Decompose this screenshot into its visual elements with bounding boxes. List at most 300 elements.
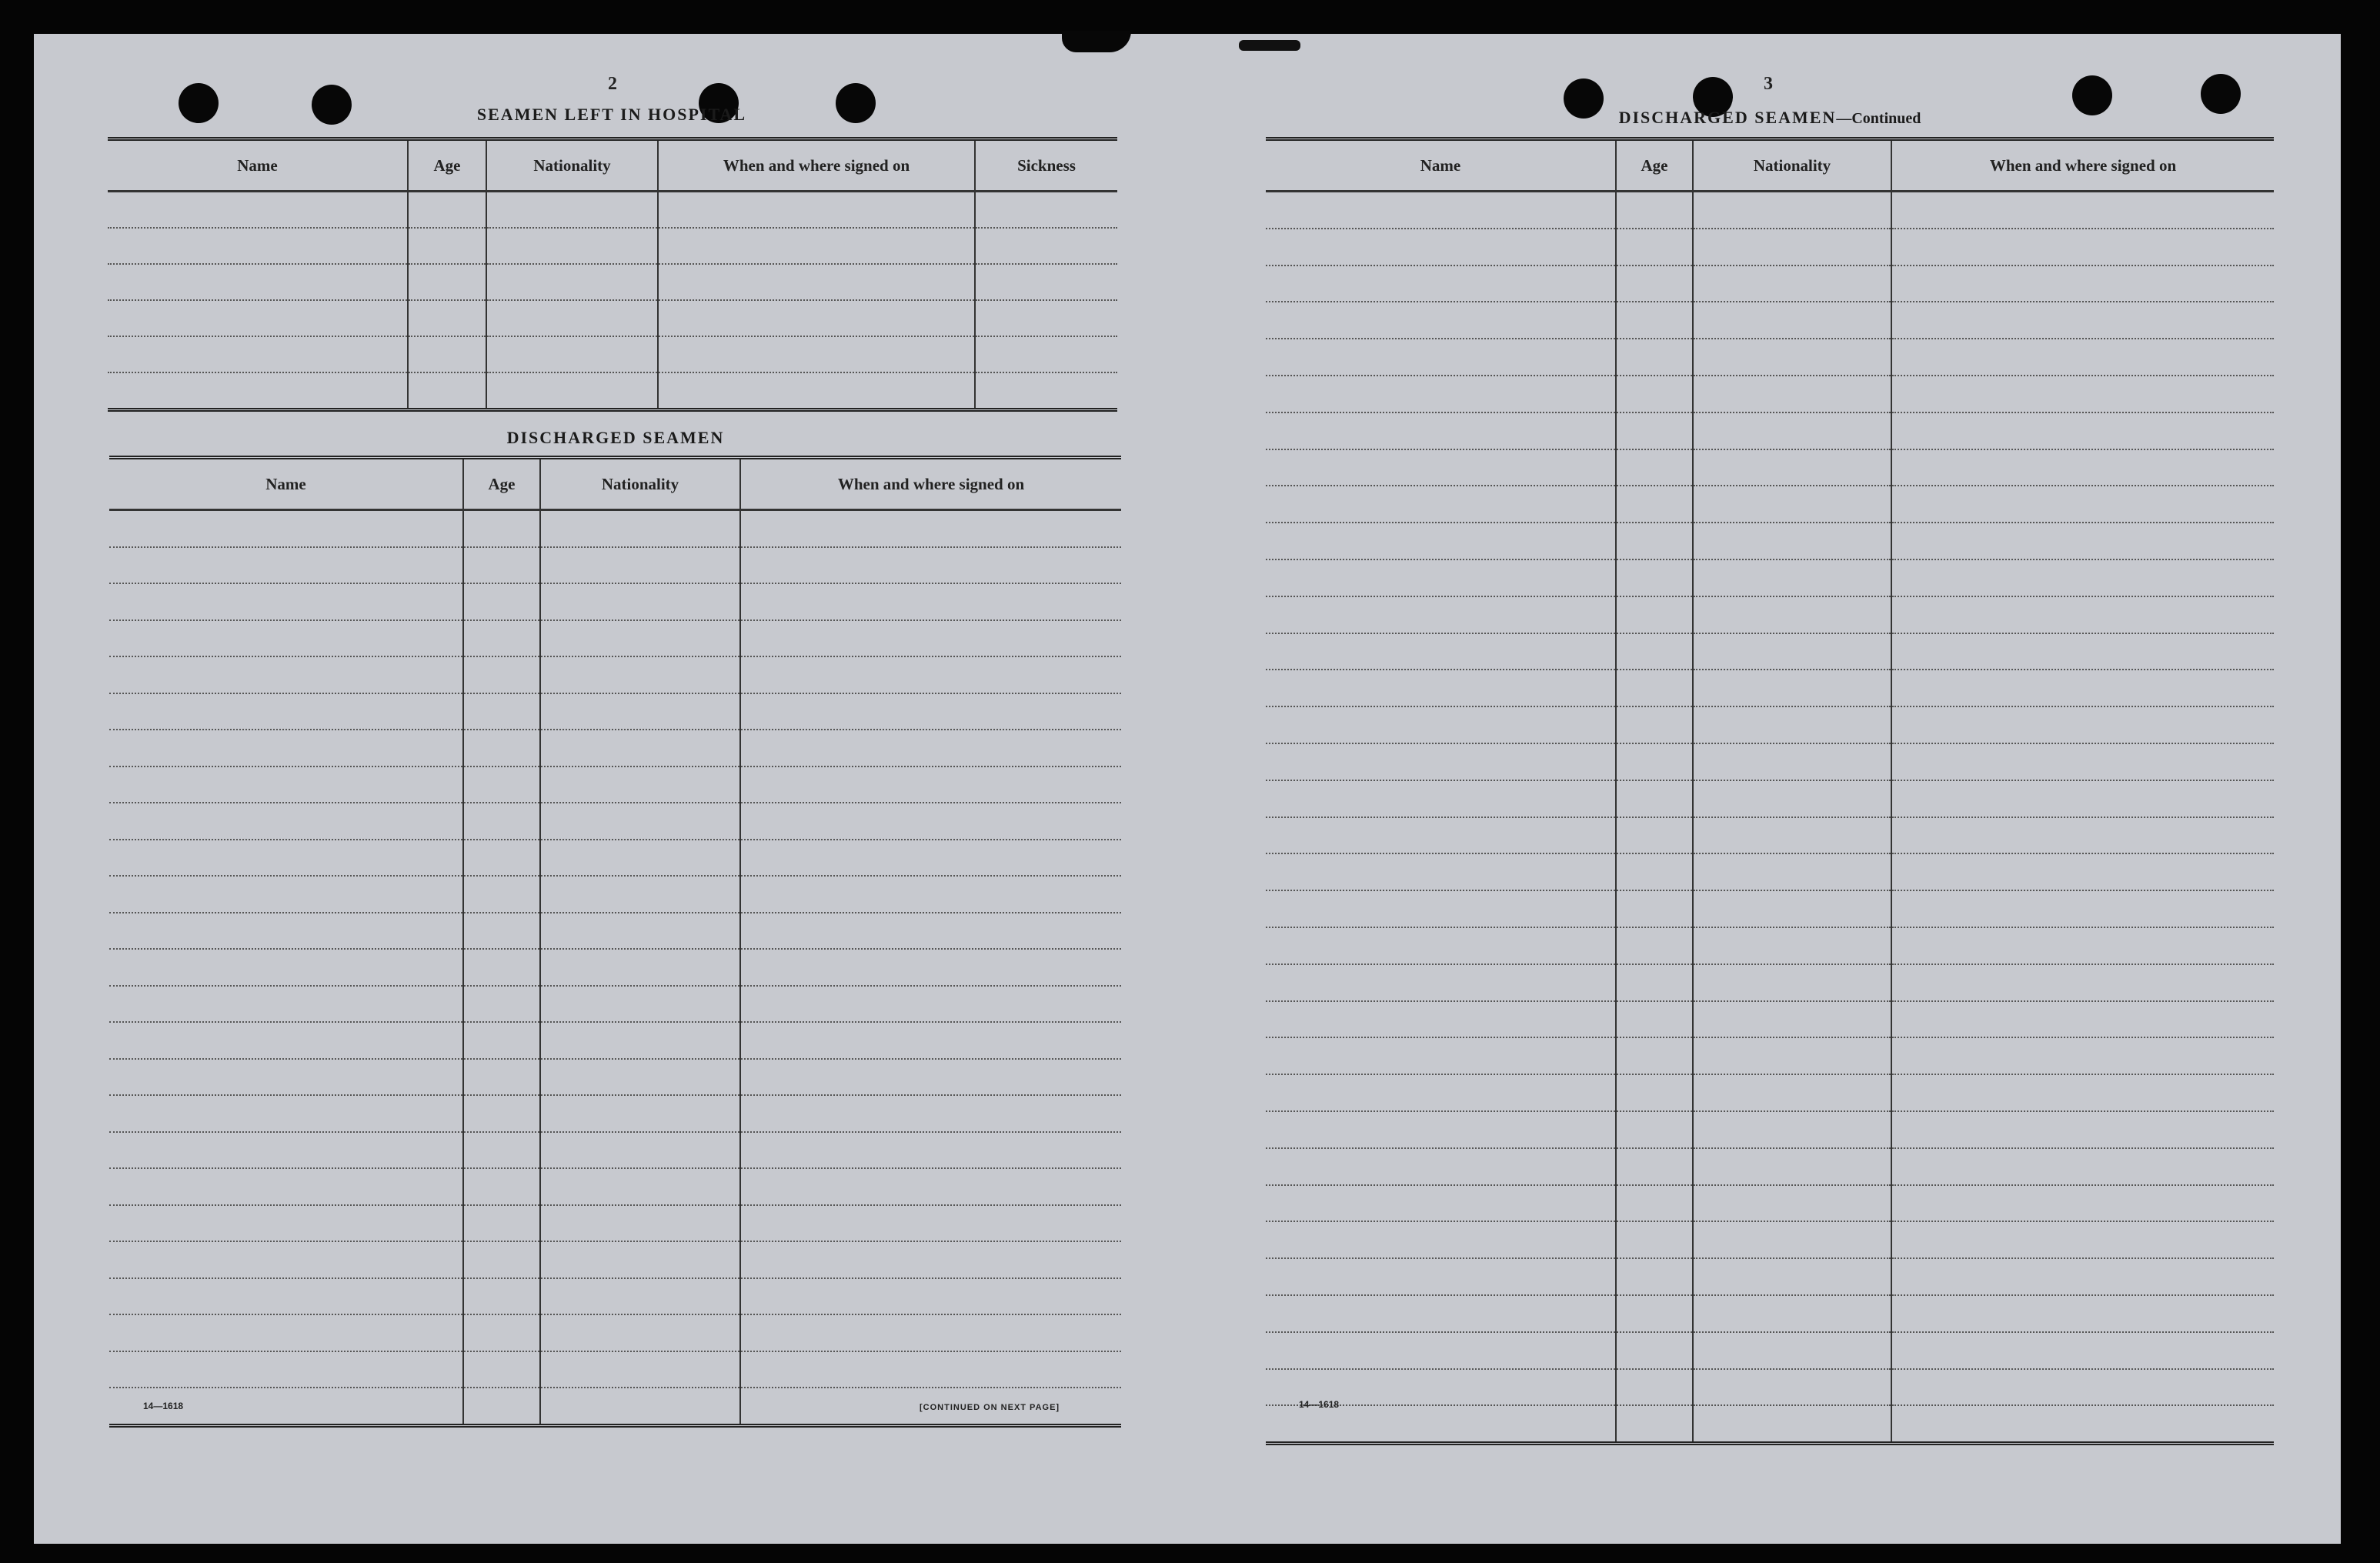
blank-cell [1693,302,1891,339]
blank-cell [740,913,1121,950]
blank-cell [1693,229,1891,266]
blank-cell [658,228,975,264]
table-row [108,192,1117,229]
blank-cell [1891,633,2274,670]
table-row [1266,1332,2274,1369]
blank-cell [1891,523,2274,559]
blank-cell [1891,1405,2274,1443]
blank-cell [486,192,658,229]
blank-cell [1616,633,1693,670]
blank-cell [109,583,463,620]
table-row [1266,890,2274,927]
blank-cell [740,949,1121,986]
form-code: 14—1618 [143,1401,184,1411]
blank-cell [109,1205,463,1242]
section-title-main: DISCHARGED SEAMEN [1618,108,1837,127]
table-row [1266,1111,2274,1148]
discharged-table-body [109,510,1121,1426]
table-row [1266,596,2274,633]
blank-cell [1266,927,1616,964]
blank-cell [540,1022,740,1059]
blank-cell [1891,192,2274,229]
blank-cell [1616,1111,1693,1148]
blank-cell [108,192,408,229]
page-number: 3 [1764,74,1773,94]
blank-cell [463,803,540,840]
blank-cell [1266,1001,1616,1038]
blank-cell [1266,670,1616,706]
table-row [1266,1295,2274,1332]
blank-cell [1693,412,1891,449]
blank-cell [1266,229,1616,266]
blank-cell [1266,1037,1616,1074]
blank-cell [1616,1221,1693,1258]
blank-cell [1891,559,2274,596]
table-row [109,1314,1121,1351]
blank-cell [1891,1111,2274,1148]
blank-cell [1891,1148,2274,1185]
blank-cell [740,1205,1121,1242]
blank-cell [1693,596,1891,633]
hospital-table-body [108,192,1117,410]
column-header-name: Name [108,139,408,192]
blank-cell [1693,780,1891,817]
blank-cell [1693,817,1891,854]
blank-cell [1616,743,1693,780]
blank-cell [463,620,540,657]
blank-cell [1693,964,1891,1001]
blank-cell [109,1059,463,1096]
torn-edge-mark [1062,31,1131,52]
blank-cell [1693,890,1891,927]
blank-cell [1891,1369,2274,1406]
blank-cell [1616,706,1693,743]
punch-hole [179,83,219,123]
blank-cell [1693,853,1891,890]
blank-cell [1891,1295,2274,1332]
blank-cell [1693,1295,1891,1332]
blank-cell [740,1241,1121,1278]
blank-cell [1891,1001,2274,1038]
blank-cell [1616,890,1693,927]
blank-cell [540,913,740,950]
blank-cell [109,986,463,1023]
blank-cell [1616,817,1693,854]
section-title-discharged: DISCHARGED SEAMEN [506,428,725,447]
blank-cell [408,300,486,336]
blank-cell [1693,339,1891,376]
table-row [109,986,1121,1023]
blank-cell [740,510,1121,547]
blank-cell [109,949,463,986]
punch-hole [1564,78,1604,119]
blank-cell [740,620,1121,657]
blank-cell [486,264,658,300]
column-header-age: Age [1616,139,1693,192]
blank-cell [108,336,408,372]
table-row [108,264,1117,300]
blank-cell [540,730,740,766]
blank-cell [740,1314,1121,1351]
table-row [1266,817,2274,854]
blank-cell [658,192,975,229]
blank-cell [109,693,463,730]
blank-cell [463,1314,540,1351]
blank-cell [1891,1332,2274,1369]
blank-cell [1266,1185,1616,1222]
discharged-continued-table-body [1266,192,2274,1444]
blank-cell [1266,706,1616,743]
table-row [109,766,1121,803]
blank-cell [463,913,540,950]
blank-cell [658,264,975,300]
blank-cell [540,693,740,730]
blank-cell [1891,229,2274,266]
table-row [1266,670,2274,706]
blank-cell [658,372,975,410]
blank-cell [463,1095,540,1132]
blank-cell [540,1059,740,1096]
blank-cell [1266,780,1616,817]
blank-cell [1266,743,1616,780]
blank-cell [1266,339,1616,376]
blank-cell [1616,192,1693,229]
blank-cell [1891,449,2274,486]
table-row [109,1132,1121,1169]
blank-cell [486,372,658,410]
table-row [1266,486,2274,523]
blank-cell [1693,486,1891,523]
blank-cell [1266,559,1616,596]
blank-cell [975,192,1117,229]
blank-cell [463,693,540,730]
blank-cell [108,372,408,410]
continued-note: [CONTINUED ON NEXT PAGE] [920,1403,1060,1412]
blank-cell [540,656,740,693]
blank-cell [463,1132,540,1169]
blank-cell [463,766,540,803]
blank-cell [463,1351,540,1388]
blank-cell [740,583,1121,620]
blank-cell [109,730,463,766]
table-row [108,336,1117,372]
blank-cell [1693,1148,1891,1185]
blank-cell [486,336,658,372]
column-header-nationality: Nationality [486,139,658,192]
blank-cell [109,620,463,657]
blank-cell [1266,817,1616,854]
blank-cell [740,766,1121,803]
blank-cell [408,372,486,410]
blank-cell [463,1168,540,1205]
blank-cell [463,986,540,1023]
blank-cell [1693,559,1891,596]
blank-cell [109,1314,463,1351]
blank-cell [540,766,740,803]
table-row [1266,229,2274,266]
blank-cell [540,1132,740,1169]
table-row [109,913,1121,950]
blank-cell [408,264,486,300]
blank-cell [1266,1405,1616,1443]
blank-cell [1616,559,1693,596]
blank-cell [108,264,408,300]
blank-cell [1616,780,1693,817]
blank-cell [1891,596,2274,633]
table-row [1266,706,2274,743]
blank-cell [1616,1074,1693,1111]
blank-cell [109,656,463,693]
blank-cell [540,876,740,913]
table-row [1266,266,2274,302]
blank-cell [740,656,1121,693]
blank-cell [740,876,1121,913]
table-row [108,228,1117,264]
blank-cell [408,228,486,264]
blank-cell [463,1059,540,1096]
blank-cell [1616,1295,1693,1332]
blank-cell [1891,890,2274,927]
column-header-signed-on: When and where signed on [658,139,975,192]
blank-cell [540,547,740,584]
blank-cell [1616,1405,1693,1443]
blank-cell [109,876,463,913]
table-row [1266,559,2274,596]
blank-cell [1616,596,1693,633]
column-header-signed-on: When and where signed on [740,458,1121,510]
blank-cell [1693,1405,1891,1443]
table-row [1266,339,2274,376]
blank-cell [109,1095,463,1132]
table-row [1266,192,2274,229]
blank-cell [1266,596,1616,633]
blank-cell [1266,302,1616,339]
table-row [109,1095,1121,1132]
blank-cell [109,547,463,584]
blank-cell [1891,486,2274,523]
discharged-table [109,456,1121,1428]
section-title-hospital: SEAMEN LEFT IN HOSPITAL [476,105,747,124]
blank-cell [740,1022,1121,1059]
blank-cell [463,1278,540,1315]
column-header-age: Age [408,139,486,192]
blank-cell [463,583,540,620]
blank-cell [1891,817,2274,854]
blank-cell [1616,449,1693,486]
table-row [1266,1001,2274,1038]
column-header-nationality: Nationality [540,458,740,510]
table-row [1266,633,2274,670]
blank-cell [1891,1221,2274,1258]
blank-cell [1891,1258,2274,1295]
blank-cell [1693,1258,1891,1295]
blank-cell [1266,376,1616,412]
form-code: 14—1618 [1299,1399,1340,1410]
blank-cell [1891,266,2274,302]
blank-cell [1616,412,1693,449]
table-row [1266,449,2274,486]
blank-cell [109,1241,463,1278]
table-row [1266,853,2274,890]
blank-cell [1266,1148,1616,1185]
blank-cell [109,1168,463,1205]
blank-cell [740,547,1121,584]
blank-cell [1693,927,1891,964]
table-row [1266,1369,2274,1406]
blank-cell [1616,964,1693,1001]
blank-cell [540,986,740,1023]
blank-cell [463,547,540,584]
blank-cell [540,1388,740,1425]
blank-cell [1266,1295,1616,1332]
table-row [1266,1258,2274,1295]
table-row [1266,376,2274,412]
table-row [1266,1221,2274,1258]
blank-cell [1616,1037,1693,1074]
table-row [109,1278,1121,1315]
table-row [109,1168,1121,1205]
blank-cell [740,1132,1121,1169]
blank-cell [540,510,740,547]
blank-cell [540,1168,740,1205]
punch-hole [312,85,352,125]
blank-cell [540,1205,740,1242]
blank-cell [1891,706,2274,743]
blank-cell [540,583,740,620]
table-row [109,620,1121,657]
column-header-nationality: Nationality [1693,139,1891,192]
table-row [109,1205,1121,1242]
blank-cell [1891,780,2274,817]
blank-cell [740,1351,1121,1388]
blank-cell [1693,523,1891,559]
blank-cell [740,1168,1121,1205]
blank-cell [540,1095,740,1132]
blank-cell [1693,376,1891,412]
blank-cell [463,949,540,986]
blank-cell [1266,1332,1616,1369]
table-row [108,372,1117,410]
blank-cell [740,693,1121,730]
blank-cell [1891,302,2274,339]
column-header-sickness: Sickness [975,139,1117,192]
table-row [1266,302,2274,339]
blank-cell [109,840,463,877]
blank-cell [658,336,975,372]
blank-cell [463,876,540,913]
blank-cell [1693,1111,1891,1148]
blank-cell [540,1314,740,1351]
blank-cell [1616,853,1693,890]
blank-cell [975,264,1117,300]
blank-cell [1891,927,2274,964]
blank-cell [1616,670,1693,706]
blank-cell [1266,486,1616,523]
table-row [1266,743,2274,780]
blank-cell [1266,890,1616,927]
blank-cell [740,730,1121,766]
table-row [1266,1405,2274,1443]
table-row [109,1022,1121,1059]
blank-cell [740,1278,1121,1315]
blank-cell [109,1351,463,1388]
punch-hole [2201,74,2241,114]
table-row [109,730,1121,766]
blank-cell [975,372,1117,410]
blank-cell [1616,486,1693,523]
blank-cell [1266,633,1616,670]
blank-cell [1891,964,2274,1001]
blank-cell [1266,192,1616,229]
blank-cell [1693,1369,1891,1406]
blank-cell [1616,266,1693,302]
blank-cell [1266,449,1616,486]
table-row [109,876,1121,913]
blank-cell [109,913,463,950]
blank-cell [975,336,1117,372]
table-row [108,300,1117,336]
table-row [109,949,1121,986]
blank-cell [486,300,658,336]
blank-cell [463,730,540,766]
table-row [1266,1074,2274,1111]
blank-cell [540,1351,740,1388]
blank-cell [109,1132,463,1169]
blank-cell [740,1059,1121,1096]
blank-cell [1693,192,1891,229]
blank-cell [1616,1185,1693,1222]
table-row [1266,927,2274,964]
blank-cell [740,803,1121,840]
column-header-name: Name [1266,139,1616,192]
blank-cell [463,1241,540,1278]
blank-cell [1616,229,1693,266]
blank-cell [1693,1221,1891,1258]
blank-cell [1891,339,2274,376]
table-row [109,583,1121,620]
blank-cell [408,336,486,372]
blank-cell [1266,266,1616,302]
blank-cell [540,803,740,840]
blank-cell [1891,743,2274,780]
blank-cell [1693,743,1891,780]
blank-cell [1266,853,1616,890]
blank-cell [109,510,463,547]
table-row [1266,1148,2274,1185]
blank-cell [109,766,463,803]
blank-cell [1616,927,1693,964]
blank-cell [463,1205,540,1242]
blank-cell [658,300,975,336]
blank-cell [1616,339,1693,376]
blank-cell [1891,853,2274,890]
blank-cell [463,1022,540,1059]
blank-cell [109,1278,463,1315]
blank-cell [540,1278,740,1315]
blank-cell [1266,1111,1616,1148]
table-row [109,547,1121,584]
blank-cell [108,300,408,336]
blank-cell [1266,1221,1616,1258]
table-row [109,1059,1121,1096]
blank-cell [1693,1185,1891,1222]
table-row [109,656,1121,693]
section-title-suffix: —Continued [1836,110,1921,127]
blank-cell [463,1388,540,1425]
blank-cell [1616,1001,1693,1038]
page-number: 2 [608,74,617,94]
blank-cell [1693,449,1891,486]
